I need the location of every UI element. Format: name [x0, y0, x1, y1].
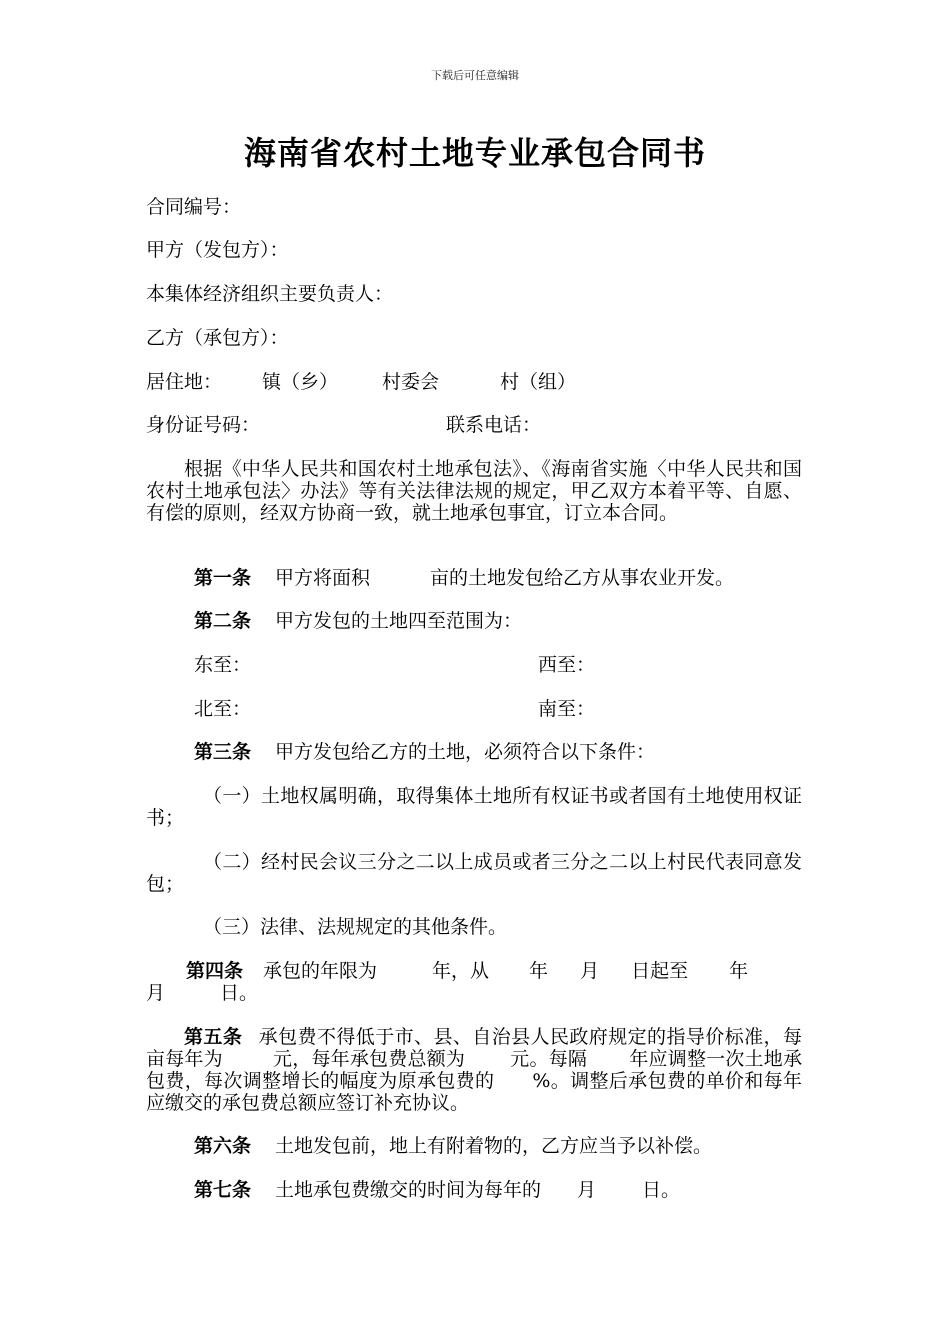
party-b-label: 乙方（承包方）：	[146, 327, 289, 349]
boundary-north: 北至：	[194, 698, 252, 720]
article-4-text-a: 承包的年限为	[263, 960, 378, 982]
article-2	[194, 610, 522, 632]
article-3-text: 甲方发包给乙方的土地，必须符合以下条件：	[275, 741, 656, 763]
article-7-head: 第七条	[194, 1179, 252, 1201]
article-1-head: 第一条	[194, 567, 252, 589]
article-1-text-a: 甲方将面积	[275, 567, 371, 589]
article-4-text-c: 年	[529, 960, 549, 982]
article-5-head: 第五条	[184, 1026, 243, 1048]
party-a-label: 甲方（发包方）：	[146, 239, 289, 261]
phone-label: 联系电话：	[446, 414, 542, 436]
leader-label: 本集体经济组织主要负责人：	[146, 283, 394, 305]
article-5-text-c: 元。每隔	[510, 1048, 588, 1070]
residence-label: 居住地：	[146, 371, 223, 393]
article-1	[194, 567, 734, 589]
article-1-text-b: 亩的土地发包给乙方从事农业开发。	[430, 567, 735, 589]
article-4-head: 第四条	[186, 960, 244, 982]
article-7-text-c: 日。	[642, 1179, 681, 1201]
article-5-text-e: %。调整后承包费的单价和每年应缴交的承包费总额应签订补充协议。	[146, 1070, 802, 1114]
article-7-text-a: 土地承包费缴交的时间为每年的	[275, 1179, 542, 1201]
article-5-text-b: 元，每年承包费总额为	[272, 1048, 466, 1070]
article-3-condition-1: （一）土地权属明确，取得集体土地所有权证书或者国有土地使用权证书；	[146, 785, 802, 829]
article-4-text-g: 月	[146, 982, 166, 1004]
article-6-head: 第六条	[194, 1135, 252, 1157]
article-7	[194, 1179, 680, 1201]
article-4-text-b: 年，从	[432, 960, 490, 982]
article-5	[146, 1026, 802, 1114]
id-number-label: 身份证号码：	[146, 414, 261, 436]
article-7-text-b: 月	[577, 1179, 597, 1201]
contract-number-label: 合同编号：	[146, 196, 242, 218]
boundary-south: 南至：	[538, 698, 596, 720]
article-4-text-d: 月	[580, 960, 600, 982]
article-3	[194, 741, 655, 763]
article-3-condition-2: （二）经村民会议三分之二以上成员或者三分之二以上村民代表同意发包；	[146, 851, 802, 895]
article-4-line-2	[146, 982, 258, 1004]
article-5-text-a: 承包费不得低于市、县、自治县人民政府规定的指导价标准，每亩每年为	[146, 1026, 802, 1070]
article-4-line-1	[186, 960, 748, 982]
document-title: 海南省农村土地专业承包合同书	[243, 134, 706, 172]
article-4-text-h: 日。	[220, 982, 259, 1004]
residence-town: 镇（乡）	[262, 371, 339, 393]
boundary-west: 西至：	[538, 654, 596, 676]
article-2-head: 第二条	[194, 610, 252, 632]
residence-committee: 村委会	[382, 371, 440, 393]
article-6	[194, 1135, 712, 1157]
boundary-east: 东至：	[194, 654, 252, 676]
residence-village: 村（组）	[500, 371, 577, 393]
article-5-text-d: 年应调整一次土地承包费，每次调整增长的幅度为原承包费的	[146, 1048, 802, 1092]
article-4-text-f: 年	[729, 960, 749, 982]
article-2-text: 甲方发包的土地四至范围为：	[275, 610, 523, 632]
article-4-text-e: 日起至	[631, 960, 689, 982]
article-6-text: 土地发包前，地上有附着物的，乙方应当予以补偿。	[275, 1135, 713, 1157]
header-note: 下载后可任意编辑	[431, 69, 519, 82]
article-3-condition-3: （三）法律、法规规定的其他条件。	[203, 916, 508, 938]
preamble: 根据《中华人民共和国农村土地承包法》、《海南省实施〈中华人民共和国农村土地承包法〉办法》等有关法律法规的规定，甲乙双方本着平等、自愿、有偿的原则，经双方协商一致，就土地承包事宜，订立本合同。	[146, 458, 802, 524]
article-3-head: 第三条	[194, 741, 252, 763]
